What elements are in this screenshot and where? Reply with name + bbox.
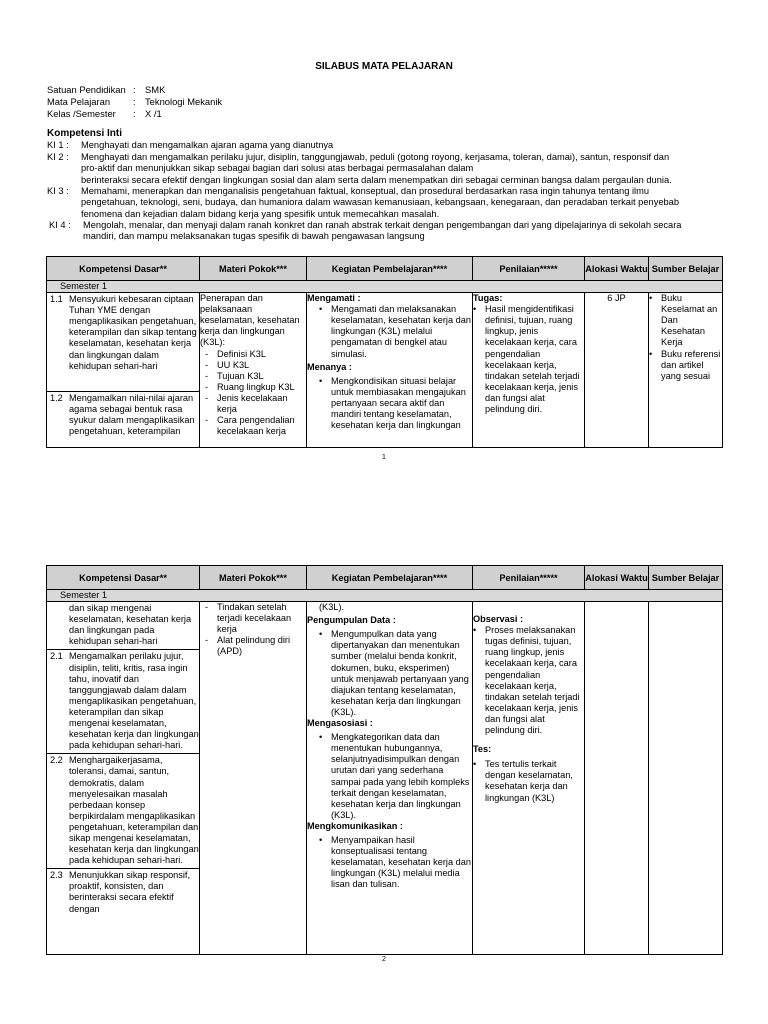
- kegiatan-item: • Mengkategorikan data dan menentukan hubungannya, selanjutnyadisimpulkan dengan urutan dari yang sederhana sampai pada yang lebih kompleks terkait dengan keselamatan, kesehatan kerja dan lingkungan (K3L).: [319, 732, 472, 821]
- kegiatan-item: • Menyampaikan hasil konseptualisasi tentang keselamatan, kesehatan kerja dan lingkungan (K3L) melalui media lisan dan tulisan.: [319, 835, 472, 890]
- ki-text: [81, 140, 761, 151]
- kd-item: [47, 392, 199, 439]
- kd-item: [47, 754, 199, 869]
- semester-label: Semester 1: [47, 590, 723, 602]
- materi-cell: [200, 293, 307, 448]
- ki-label: KI 2 :: [47, 152, 69, 162]
- header-kompetensi-dasar: Kompetensi Dasar**: [47, 566, 200, 590]
- kd-text: Mensyukuri kebesaran ciptaan Tuhan YME dengan mengaplikasikan pengetahuan, keterampilan dan sikap tentang keselamatan, kesehatan kerja dan lingkungan dalam kehidupan sehari-hari: [69, 294, 197, 371]
- meta-row: [47, 84, 222, 96]
- header-kegiatan: Kegiatan Pembelajaran****: [307, 257, 473, 281]
- kd-text: dan sikap mengenai keselamatan, kesehatan kerja dan lingkungan pada kehidupan sehari-hari: [69, 603, 192, 647]
- syllabus-table-page-1: [46, 256, 723, 448]
- kegiatan-list: [307, 629, 472, 718]
- header-materi-pokok: Materi Pokok***: [200, 257, 307, 281]
- ki-item: [47, 186, 727, 222]
- kd-entry: [47, 755, 199, 866]
- ki-line: mandiri, dan mampu melaksanakan tugas spesifik di bawah pengawasan langsung: [83, 231, 425, 242]
- header-penilaian: Penilaian*****: [473, 566, 585, 590]
- ki-line: Menghayati dan mengamalkan ajaran agama yang dianutnya: [81, 140, 334, 150]
- kd-text: Mengamalkan nilai-nilai ajaran agama sebagai bentuk rasa syukur dalam mengaplikasikan pengetahuan, keterampilan: [69, 393, 195, 437]
- kegiatan-item: • Mengkondisikan situasi belajar untuk membiasakan mengajukan pertanyaan secara aktif dan mandiri tentang keselamatan, kesehatan kerja dan lingkungan: [319, 376, 472, 431]
- meta-value: SMK: [145, 84, 166, 95]
- materi-intro: Penerapan dan pelaksanaan keselamatan, kesehatan kerja dan lingkungan (K3L):: [200, 293, 300, 348]
- kd-number: 2.2: [50, 755, 63, 766]
- materi-cell: [200, 602, 307, 955]
- meta-sep: :: [133, 84, 136, 95]
- meta-sep: :: [133, 108, 136, 119]
- header-materi-pokok: Materi Pokok***: [200, 566, 307, 590]
- semester-label: Semester 1: [47, 281, 723, 293]
- meta-sep: :: [133, 96, 136, 107]
- kd-number: 1.2: [50, 393, 63, 404]
- kegiatan-list: [307, 376, 472, 431]
- materi-item: - Jenis kecelakaan kerja: [203, 393, 306, 415]
- semester-row: [47, 590, 723, 602]
- sumber-cell: [649, 602, 723, 955]
- ki-label: KI 3 :: [47, 186, 69, 196]
- kd-entry: [47, 294, 199, 372]
- kd-number: 2.1: [50, 651, 63, 662]
- kegiatan-heading: Menanya :: [307, 361, 352, 372]
- meta-table: [47, 84, 222, 120]
- kegiatan-item: • Mengumpulkan data yang dipertanyakan dan menentukan sumber (melalui benda konkrit, dokumen, buku, eksperimen) untuk menjawab pertanyaan yang diajukan tentang keselamatan, kesehatan kerja dan lingkungan (K3L).: [319, 629, 472, 718]
- header-sumber: Sumber Belajar: [649, 257, 723, 281]
- penilaian-heading: Tugas:: [473, 293, 503, 304]
- kegiatan-list: [307, 304, 472, 359]
- kd-cell: [47, 602, 200, 955]
- meta-label: Mata Pelajaran: [47, 96, 111, 107]
- meta-value: X /1: [145, 108, 162, 119]
- content-row: [47, 293, 723, 448]
- sumber-cell: [649, 293, 723, 448]
- penilaian-list: [473, 759, 584, 803]
- kegiatan-heading: Mengasosiasi :: [307, 718, 373, 729]
- kd-entry: [47, 393, 199, 437]
- page-number: 2: [382, 956, 386, 963]
- ki-line: pengetahuan, teknologi, seni, budaya, dan humaniora dalam wawasan kemanusiaan, kebangsaan, kenegaraan, dan peradaban terkait penyebab: [81, 197, 680, 208]
- ki-text: [81, 186, 768, 220]
- meta-row: [47, 96, 222, 108]
- materi-item: - Tindakan setelah terjadi kecelakaan kerja: [203, 602, 306, 635]
- ki-line: pro-aktif dan menunjukkan sikap sebagai bagian dari solusi atas berbagai permasalahan dalam: [81, 163, 474, 174]
- kegiatan-cell: [307, 293, 473, 448]
- ki-line: berinteraksi secara efektif dengan lingkungan sosial dan alam serta dalam menempatkan diri sebagai cerminan bangsa dalam pergaulan dunia.: [81, 174, 672, 185]
- ki-item: [47, 140, 727, 152]
- content-row: [47, 602, 723, 955]
- penilaian-heading: Tes:: [473, 744, 492, 755]
- syllabus-table-page-2: [46, 565, 723, 955]
- materi-item: - Alat pelindung diri (APD): [203, 635, 306, 657]
- header-alokasi: Alokasi Waktu: [585, 566, 649, 590]
- kegiatan-heading: Pengumpulan Data :: [307, 615, 396, 626]
- kegiatan-heading: Mengamati :: [307, 293, 361, 304]
- meta-row: [47, 108, 222, 120]
- alokasi-cell: [585, 602, 649, 955]
- materi-item: - Tujuan K3L: [203, 371, 306, 382]
- kegiatan-continuation: (K3L).: [319, 602, 345, 613]
- ki-text: [81, 152, 768, 186]
- semester-row: [47, 281, 723, 293]
- ki-label: KI 4 :: [49, 220, 71, 230]
- materi-item: - UU K3L: [203, 360, 306, 371]
- header-kegiatan: Kegiatan Pembelajaran****: [307, 566, 473, 590]
- header-kompetensi-dasar: Kompetensi Dasar**: [47, 257, 200, 281]
- kd-item: [47, 869, 199, 916]
- alokasi-cell: 6 JP: [585, 293, 649, 448]
- header-row: [47, 566, 723, 590]
- kd-item: [47, 602, 199, 650]
- ki-line: fenomena dan kejadian dalam bidang kerja yang spesifik untuk memecahkan masalah.: [81, 208, 440, 219]
- kd-item: [47, 650, 199, 754]
- materi-item: - Ruang lingkup K3L: [203, 382, 306, 393]
- kd-number: 2.3: [50, 870, 63, 881]
- sumber-item: • Buku Keselamat an Dan Kesehatan Kerja: [649, 293, 722, 348]
- penilaian-cell: [473, 293, 585, 448]
- ki-line: Mengolah, menalar, dan menyaji dalam ranah konkret dan ranah abstrak terkait dengan pengembangan dari yang dipelajarinya di sekolah secara: [83, 220, 682, 230]
- penilaian-item: • Proses melaksanakan tugas definisi, tujuan, ruang lingkup, jenis kecelakaan kerja, cara pengendalian kecelakaan kerja, tindakan setelah terjadi kecelakaan kerja, jenis dan fungsi alat pelindung diri.: [473, 625, 584, 736]
- ki-line: Menghayati dan mengamalkan perilaku jujur, disiplin, tanggungjawab, peduli (gotong royong, kerjasama, toleran, damai), santun, responsif dan: [81, 152, 670, 162]
- materi-item: - Cara pengendalian kecelakaan kerja: [203, 415, 306, 437]
- kd-text: Menunjukkan sikap responsif, proaktif, konsisten, dan berinteraksi secara efektif dengan: [69, 870, 191, 914]
- kd-cell: [47, 293, 200, 448]
- sumber-item: • Buku referensi dan artikel yang sesuai: [649, 349, 722, 382]
- materi-list: [200, 349, 306, 438]
- kd-entry: [47, 870, 199, 914]
- kd-entry: [47, 651, 199, 751]
- penilaian-heading: Observasi :: [473, 614, 524, 625]
- kd-text: Mengamalkan perilaku jujur, disiplin, teliti, kritis, rasa ingin tahu, inovatif dan tanggungjawab dalam dalam mengaplikasikan pengetahuan, keterampilan dan sikap mengenai keselamatan, kesehatan kerja dan lingkungan pada kehidupan sehari-hari.: [69, 651, 199, 751]
- header-sumber: Sumber Belajar: [649, 566, 723, 590]
- document-title: SILABUS MATA PELAJARAN: [315, 61, 453, 72]
- ki-label: KI 1 :: [47, 140, 69, 150]
- penilaian-item: • Hasil mengidentifikasi definisi, tujuan, ruang lingkup, jenis kecelakaan kerja, cara pengendalian kecelakaan kerja, tindakan setelah terjadi kecelakaan kerja, jenis dan fungsi alat pelindung diri.: [473, 304, 584, 415]
- kegiatan-list: [307, 835, 472, 890]
- meta-label: Satuan Pendidikan: [47, 84, 126, 95]
- kegiatan-item: • Mengamati dan melaksanakan keselamatan, kesehatan kerja dan lingkungan (K3L) melalui pengamatan di bengkel atau simulasi.: [319, 304, 472, 359]
- kd-number: 1.1: [50, 294, 63, 305]
- kegiatan-cell: [307, 602, 473, 955]
- header-alokasi: Alokasi Waktu: [585, 257, 649, 281]
- penilaian-cell: [473, 602, 585, 955]
- meta-value: Teknologi Mekanik: [145, 96, 223, 107]
- page-number: 1: [382, 454, 386, 461]
- sumber-list: [649, 293, 722, 382]
- ki-heading: Kompetensi Inti: [47, 128, 123, 139]
- kd-item: [47, 293, 199, 392]
- kd-entry: [47, 603, 199, 647]
- penilaian-list: [473, 625, 584, 736]
- materi-list: [200, 602, 306, 657]
- kegiatan-heading: Mengkomunikasikan :: [307, 820, 403, 831]
- ki-item: [49, 220, 729, 244]
- kegiatan-list: [307, 732, 472, 821]
- kd-text: Menghargaikerjasama, toleransi, damai, santun, demokratis, dalam menyelesaikan masalah perbedaan konsep berpikirdalam mengaplikasikan pengetahuan, keterampilan dan sikap mengenai keselamatan, kesehatan kerja dan lingkungan pada kehidupan sehari-hari.: [69, 755, 199, 866]
- penilaian-item: • Tes tertulis terkait dengan keselamatan, kesehatan kerja dan lingkungan (K3L): [473, 759, 584, 803]
- meta-label: Kelas /Semester: [47, 108, 116, 119]
- ki-item: [47, 152, 727, 188]
- ki-line: Memahami, menerapkan dan menganalisis pengetahuan faktual, konseptual, dan prosedural berdasarkan rasa ingin tahunya tentang ilmu: [81, 186, 649, 196]
- header-penilaian: Penilaian*****: [473, 257, 585, 281]
- header-row: [47, 257, 723, 281]
- materi-item: - Definisi K3L: [203, 349, 306, 360]
- ki-text: [83, 220, 768, 243]
- penilaian-list: [473, 304, 584, 415]
